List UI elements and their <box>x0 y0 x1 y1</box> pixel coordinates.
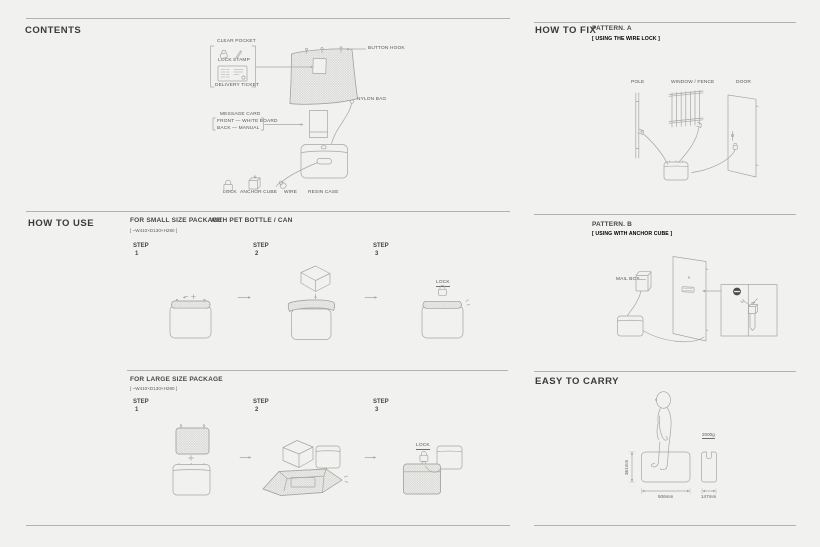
dimension-lines <box>630 452 717 494</box>
clear-pocket-group <box>211 46 256 87</box>
rule-pattern-b <box>534 214 796 215</box>
wire-item-label: WIRE <box>284 190 298 195</box>
anchor-cube-item-label: ANCHOR CUBE <box>240 190 278 195</box>
step-number: 1 <box>135 406 139 413</box>
large-package-dimensions: [ ~W410×D130×H280 ] <box>130 386 178 391</box>
nylon-bag-label: NYLON BAG <box>357 97 387 102</box>
resin-case-item-label: RESIN CASE <box>308 190 339 195</box>
small-package-title: FOR SMALL SIZE PACKAGE <box>130 217 223 224</box>
easy-to-carry-diagram <box>600 388 795 506</box>
anchor-cube-item-icon <box>249 176 260 189</box>
large-lock-label: LOCK <box>416 443 430 448</box>
item-icons <box>224 176 286 191</box>
clear-pocket-on-bag <box>313 58 327 73</box>
small-step-2 <box>253 243 269 258</box>
small-step2-drawing <box>288 266 334 340</box>
large-step-1 <box>133 399 149 414</box>
clear-pocket-label: CLEAR POCKET <box>217 39 256 44</box>
lock-icon-body <box>220 53 228 59</box>
pole-label: POLE <box>631 80 645 85</box>
pattern-b-title: PATTERN. B <box>592 221 633 228</box>
cord <box>332 104 352 144</box>
small-step-3 <box>373 243 389 258</box>
rule-large-package <box>127 370 508 371</box>
how-to-fix-heading: HOW TO FIX <box>535 25 597 36</box>
rule-top-right <box>534 22 796 23</box>
pattern-b-subtitle: [ USING WITH ANCHOR CUBE ] <box>592 231 673 237</box>
door-drawing <box>692 95 759 177</box>
depth-label: 147mm <box>701 494 717 499</box>
small-package-subtitle: WITH PET BOTTLE / CAN <box>210 217 293 224</box>
door-label: DOOR <box>736 80 751 85</box>
lock-icon <box>422 451 427 455</box>
step-number: 3 <box>375 406 379 413</box>
step-number: 3 <box>375 250 379 257</box>
small-lock-label: LOCK <box>436 280 450 285</box>
small-steps-diagram <box>165 262 475 347</box>
small-package-dimensions: [ ~W410×D130×H280 ] <box>130 228 178 233</box>
large-steps-diagram <box>165 423 475 523</box>
delivery-ticket-label: DELIVERY TICKET <box>215 83 260 88</box>
weight-label: 2000g <box>702 432 715 437</box>
lock-item-icon <box>226 180 231 184</box>
width-label: 506mm <box>658 494 674 499</box>
large-step1-drawing <box>173 425 210 495</box>
message-card-drawing <box>213 111 328 138</box>
large-step-2 <box>253 399 269 414</box>
stamp-label: STAMP <box>233 58 250 63</box>
rule-bottom-left <box>26 525 510 526</box>
step-number: 1 <box>135 250 139 257</box>
easy-to-carry-heading: EASY TO CARRY <box>535 376 619 387</box>
case-side-panel <box>702 452 717 482</box>
lock-item-label: LOCK <box>223 190 237 195</box>
small-step1-drawing <box>170 295 211 338</box>
contents-heading: CONTENTS <box>25 25 82 36</box>
case-front-panel <box>642 452 691 482</box>
nylon-bag-drawing <box>290 47 358 144</box>
small-step3-drawing <box>422 285 470 338</box>
window-fence-drawing <box>669 90 703 162</box>
pattern-a-subtitle: [ USING THE WIRE LOCK ] <box>592 36 661 42</box>
step-word: STEP <box>373 243 389 249</box>
step-word: STEP <box>253 399 269 405</box>
door-b-drawing <box>673 257 708 342</box>
mail-box-label: MAIL BOX <box>616 277 640 282</box>
step-word: STEP <box>133 399 149 405</box>
rule-how-to-use <box>26 211 510 212</box>
pattern-a-title: PATTERN. A <box>592 25 632 32</box>
contents-diagram <box>200 38 490 198</box>
step-word: STEP <box>373 399 389 405</box>
button-hook-label: BUTTON HOOK <box>368 46 405 51</box>
how-to-use-heading: HOW TO USE <box>28 218 95 229</box>
height-label: 361mm <box>624 459 629 475</box>
large-step2-drawing <box>263 441 348 496</box>
rule-bottom-right <box>534 525 796 526</box>
large-step3-drawing <box>404 446 463 494</box>
lock-label: LOCK <box>218 58 232 63</box>
pattern-a-diagram <box>615 78 800 186</box>
anchor-inset-drawing <box>702 285 777 337</box>
message-card-label: MESSAGE CARD <box>220 112 261 117</box>
message-front-label: FRONT — WHITE BOARD <box>217 119 278 124</box>
child-figure <box>651 392 671 470</box>
step-number: 2 <box>255 406 259 413</box>
large-step-3 <box>373 399 389 414</box>
wire-item-icon <box>277 183 287 189</box>
step-number: 2 <box>255 250 259 257</box>
mailbox-drawing <box>628 272 652 316</box>
resin-case-drawing <box>279 145 347 185</box>
message-back-label: BACK — MANUAL <box>217 126 260 131</box>
large-package-title: FOR LARGE SIZE PACKAGE <box>130 376 223 383</box>
lock-icon <box>440 285 445 289</box>
stamp-icon <box>236 51 242 59</box>
window-fence-label: WINDOW / FENCE <box>671 80 715 85</box>
step-word: STEP <box>133 243 149 249</box>
pattern-b-diagram <box>610 252 795 342</box>
pole-drawing <box>636 93 668 165</box>
rule-easy-to-carry <box>534 371 796 372</box>
step-word: STEP <box>253 243 269 249</box>
small-step-1 <box>133 243 149 258</box>
rule-top-left <box>26 18 510 19</box>
